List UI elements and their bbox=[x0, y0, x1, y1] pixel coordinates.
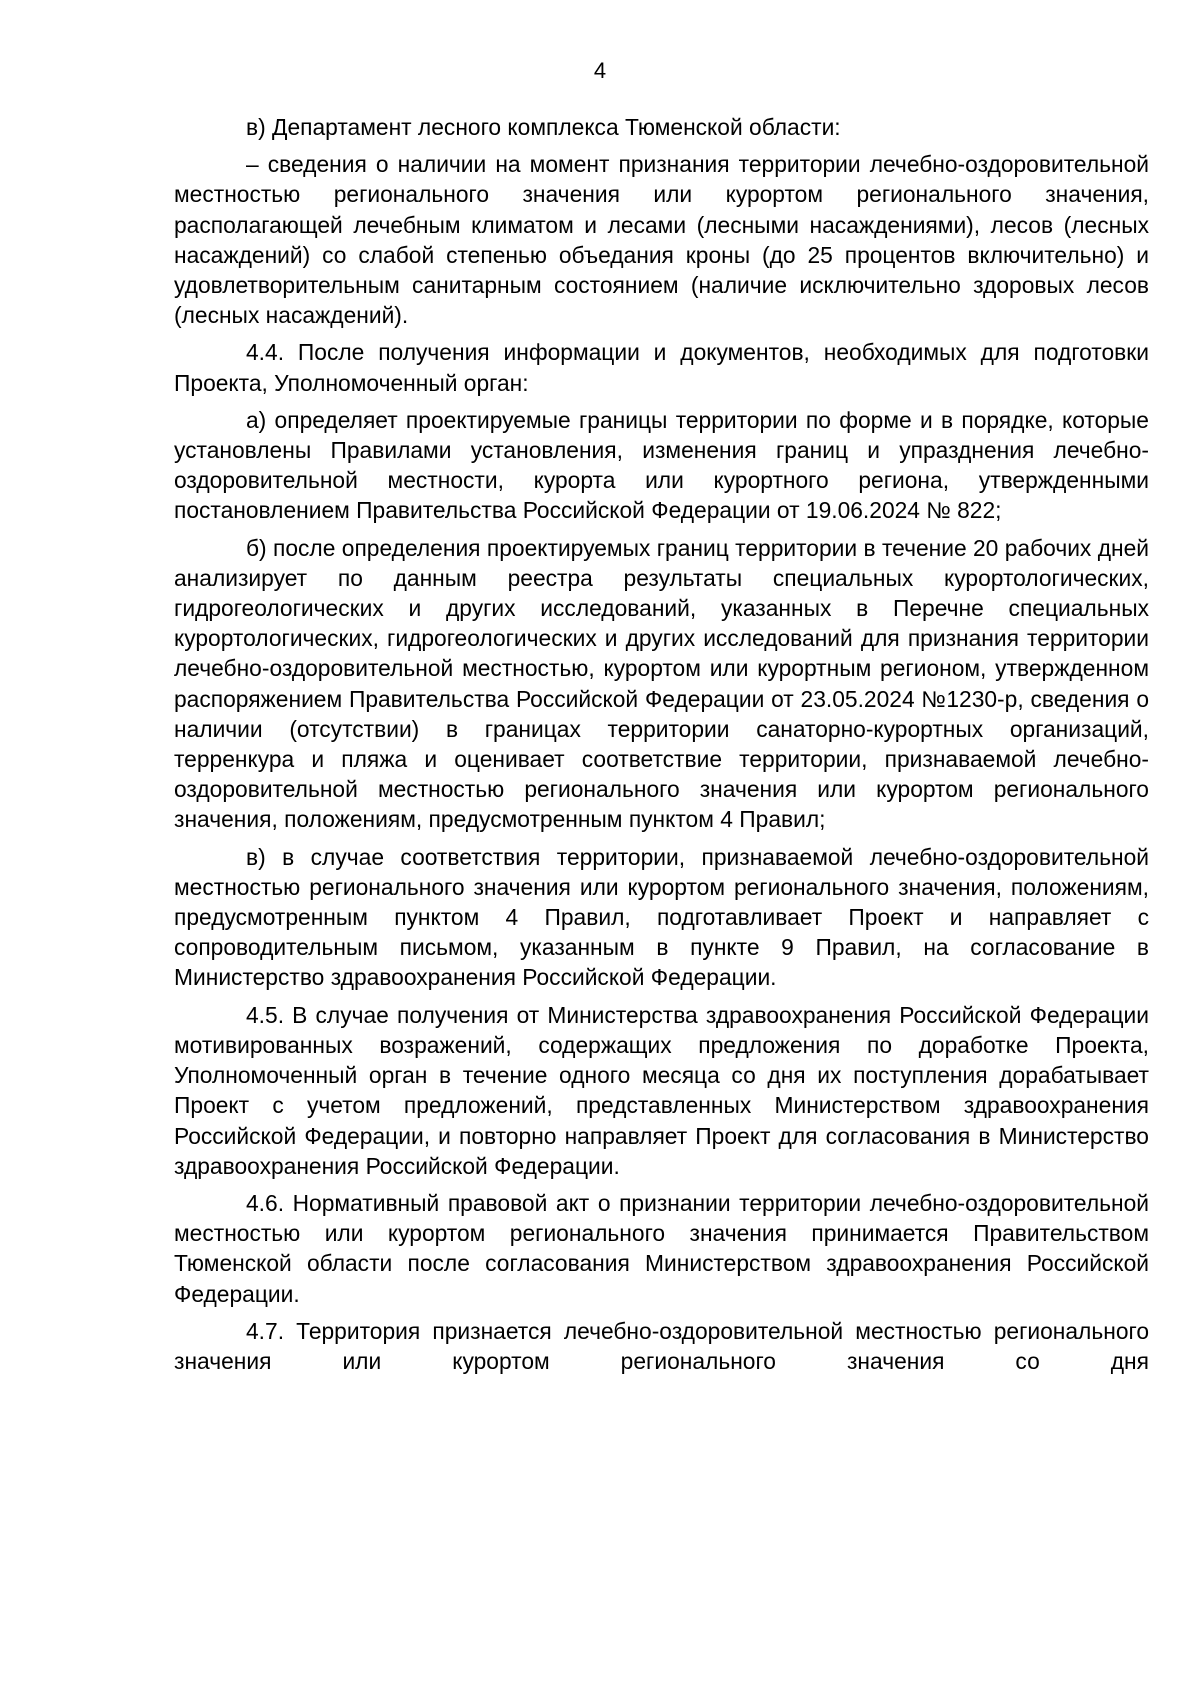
paragraph-4-4-b: б) после определения проектируемых границ территории в течение 20 рабочих дней анализирует по данным реестра результаты специальных курортологических, гидрогеологических и других исследований, указанных в Перечне специальных курортологических, гидрогеологических и других исследований для признания территории лечебно-оздоровительной местностью, курортом или курортным регионом, утвержденном распоряжением Правительства Российской Федерации от 23.05.2024 №1230-р, сведения о наличии (отсутствии) в границах территории санаторно-курортных организаций, терренкура и пляжа и оценивает соответствие территории, признаваемой лечебно-оздоровительной местностью регионального значения или курортом регионального значения, положениям, предусмотренным пунктом 4 Правил; bbox=[174, 534, 1149, 833]
paragraph-forest-department: в) Департамент лесного комплекса Тюменской области: bbox=[246, 114, 841, 140]
paragraph-4-4-v: в) в случае соответствия территории, признаваемой лечебно-оздоровительной местностью регионального значения или курортом регионального значения, положениям, предусмотренным пунктом 4 Правил, подготавливает Проект и направляет с сопроводительным письмом, указанным в пункте 9 Правил, на согласование в Министерство здравоохранения Российской Федерации. bbox=[174, 843, 1149, 991]
page-number: 4 bbox=[593, 58, 607, 83]
paragraph-4-4: 4.4. После получения информации и документов, необходимых для подготовки Проекта, Уполномоченный орган: bbox=[174, 339, 1149, 396]
paragraph-4-4-a: а) определяет проектируемые границы территории по форме и в порядке, которые установлены Правилами установления, изменения границ и упразднения лечебно-оздоровительной местности, курорта или курортного региона, утвержденными постановлением Правительства Российской Федерации от 19.06.2024 № 822; bbox=[174, 406, 1149, 524]
paragraph-4-7: 4.7. Территория признается лечебно-оздоровительной местностью регионального значения или курортом регионального значения со дня bbox=[174, 1317, 1149, 1374]
paragraph-4-5: 4.5. В случае получения от Министерства здравоохранения Российской Федерации мотивированных возражений, содержащих предложения по доработке Проекта, Уполномоченный орган в течение одного месяца со дня их поступления дорабатывает Проект с учетом предложений, представленных Министерством здравоохранения Российской Федерации, и повторно направляет Проект для согласования в Министерство здравоохранения Российской Федерации. bbox=[174, 1001, 1149, 1179]
paragraph-4-6: 4.6. Нормативный правовой акт о признании территории лечебно-оздоровительной местностью или курортом регионального значения принимается Правительством Тюменской области после согласования Министерством здравоохранения Российской Федерации. bbox=[174, 1189, 1149, 1307]
paragraph-forest-info: – сведения о наличии на момент признания территории лечебно-оздоровительной местностью регионального значения или курортом регионального значения, располагающей лечебным климатом и лесами (лесными насаждениями), лесов (лесных насаждений) со слабой степенью объедания кроны (до 25 процентов включительно) и удовлетворительным санитарным состоянием (наличие исключительно здоровых лесов (лесных насаждений). bbox=[174, 151, 1149, 329]
document-body bbox=[174, 112, 1149, 1383]
